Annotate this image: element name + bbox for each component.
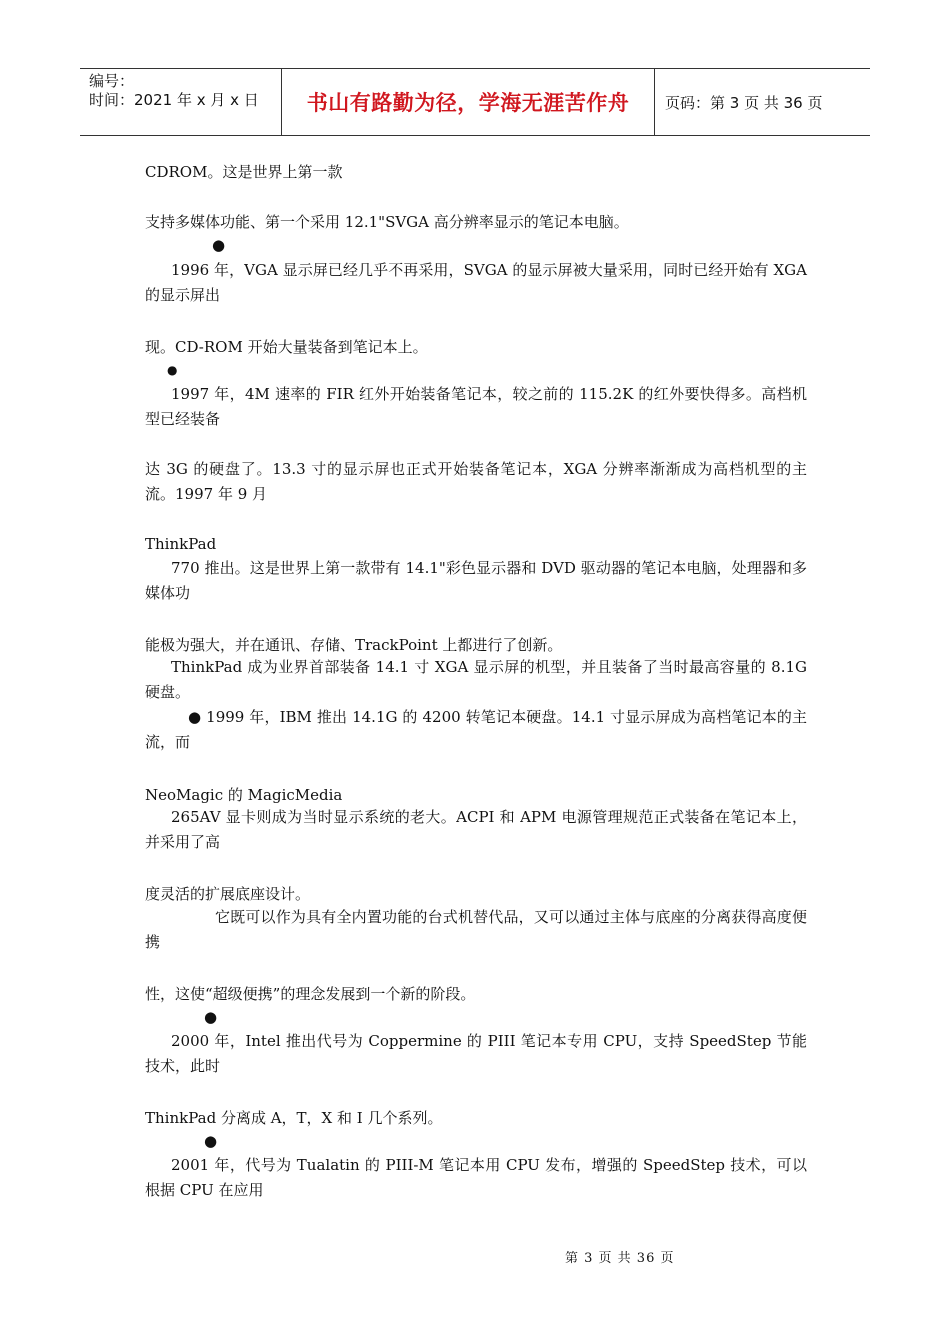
body-line-thinkpad: ThinkPad bbox=[145, 535, 217, 553]
body-line-1: CDROM。这是世界上第一款 bbox=[145, 163, 343, 181]
bullet-marker-3: ● bbox=[204, 1008, 218, 1026]
document-number-label: 编号： bbox=[89, 72, 135, 90]
body-line-2: 支持多媒体功能、第一个采用 12.1"SVGA 高分辨率显示的笔记本电脑。 bbox=[145, 213, 629, 231]
body-line-series: ThinkPad 分离成 A，T，X 和 I 几个系列。 bbox=[145, 1109, 443, 1127]
body-line-ultraportable: 性，这使“超级便携”的理念发展到一个新的阶段。 bbox=[145, 985, 476, 1003]
body-paragraph-265av: 265AV 显卡则成为当时显示系统的老大。ACPI 和 APM 电源管理规范正式装备在笔记本上，并采用了高 bbox=[145, 808, 807, 851]
page-footer: 第 3 页 共 36 页 bbox=[565, 1251, 675, 1266]
header-motto: 书山有路勤为径，学海无涯苦作舟 bbox=[306, 91, 630, 115]
body-paragraph-xga: ThinkPad 成为业界首部装备 14.1 寸 XGA 显示屏的机型，并且装备了当时最高容量的 8.1G 硬盘。 bbox=[145, 658, 807, 701]
header-motto-cell bbox=[282, 69, 655, 135]
body-paragraph-portable: 它既可以作为具有全内置功能的台式机替代品，又可以通过主体与底座的分离获得高度便携 bbox=[145, 908, 807, 951]
bullet-marker-1: ● bbox=[212, 236, 226, 254]
page-header bbox=[80, 68, 870, 136]
bullet-marker-2: ● bbox=[167, 363, 178, 377]
body-paragraph-2000: 2000 年，Intel 推出代号为 Coppermine 的 PIII 笔记本专用 CPU，支持 SpeedStep 节能技术，此时 bbox=[145, 1032, 807, 1075]
body-paragraph-1999: ● 1999 年，IBM 推出 14.1G 的 4200 转笔记本硬盘。14.1 寸显示屏成为高档笔记本的主流，而 bbox=[145, 708, 807, 751]
body-paragraph-hdd: 达 3G 的硬盘了。13.3 寸的显示屏也正式开始装备笔记本，XGA 分辨率渐渐成为高档机型的主流。1997 年 9 月 bbox=[145, 460, 807, 503]
body-paragraph-2001: 2001 年，代号为 Tualatin 的 PIII-M 笔记本用 CPU 发布，增强的 SpeedStep 技术，可以根据 CPU 在应用 bbox=[145, 1156, 807, 1199]
header-meta-cell bbox=[80, 69, 282, 135]
body-line-neomagic: NeoMagic 的 MagicMedia bbox=[145, 786, 343, 804]
body-paragraph-1996: 1996 年，VGA 显示屏已经几乎不再采用，SVGA 的显示屏被大量采用，同时已经开始有 XGA 的显示屏出 bbox=[145, 261, 807, 304]
header-page-cell bbox=[655, 69, 870, 135]
body-paragraph-770: 770 推出。这是世界上第一款带有 14.1"彩色显示器和 DVD 驱动器的笔记本电脑，处理器和多媒体功 bbox=[145, 559, 807, 602]
document-date-label: 时间：2021 年 x 月 x 日 bbox=[89, 91, 259, 109]
body-line-trackpoint: 能极为强大，并在通讯、存储、TrackPoint 上都进行了创新。 bbox=[145, 636, 563, 654]
bullet-marker-4: ● bbox=[204, 1132, 218, 1150]
body-line-cdrom: 现。CD-ROM 开始大量装备到笔记本上。 bbox=[145, 338, 428, 356]
header-page-info: 页码：第 3 页 共 36 页 bbox=[665, 93, 823, 112]
body-paragraph-1997: 1997 年，4M 速率的 FIR 红外开始装备笔记本，较之前的 115.2K 的红外要快得多。高档机型已经装备 bbox=[145, 385, 807, 428]
body-line-dock: 度灵活的扩展底座设计。 bbox=[145, 885, 311, 903]
